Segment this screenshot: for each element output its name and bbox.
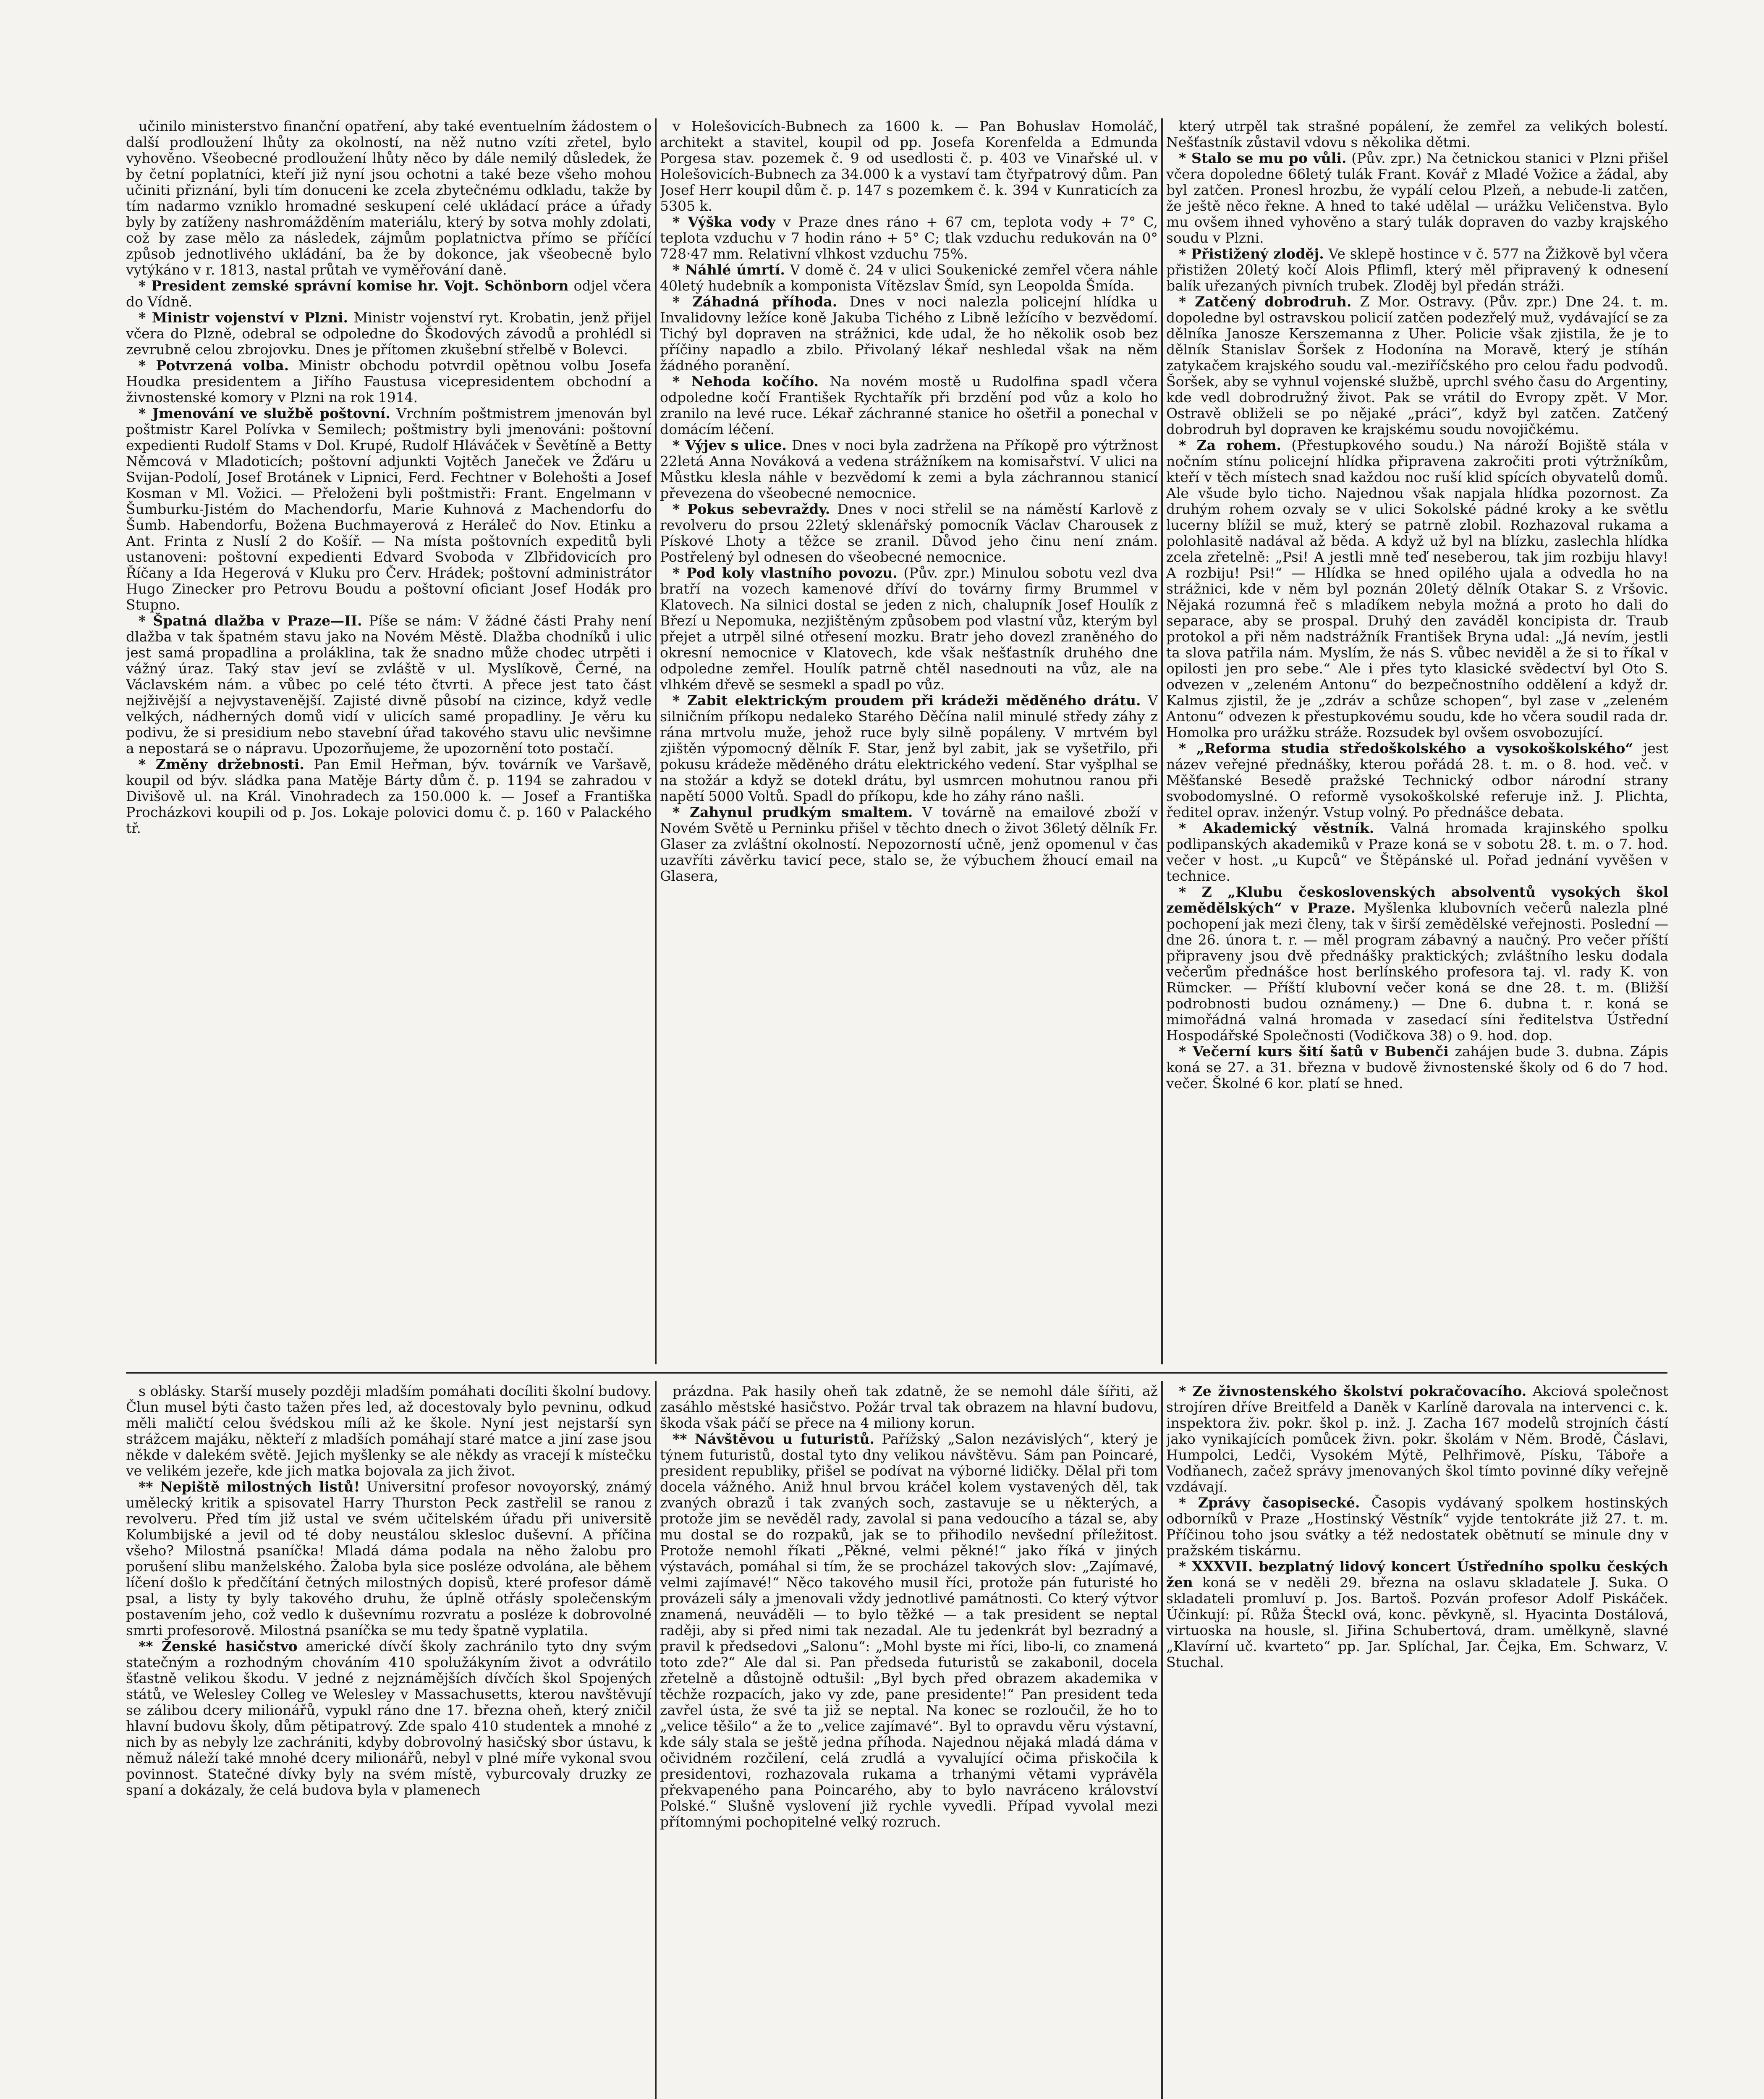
column-divider [1161,118,1163,1364]
article-text: Pan Emil Heřman, býv. továrník ve Varšavě, koupil od býv. sládka pana Matěje Bárty dům č. p. 1194 se zahradou v Divišově ul. na Král. Vinohradech za 150.000 k. — Josef a Františka Procházkovi koupili od p. Jos. Lokaje polovici domu č. p. 160 v Palackého tř. [126,756,652,836]
article-paragraph [1166,1559,1668,1670]
column-1-lower [126,1383,652,2099]
article-heading: * Zabit elektrickým proudem při krádeži měděného drátu. [673,692,1141,709]
article-paragraph [1166,150,1668,246]
article-text: Píše se nám: V žádné části Prahy není dlažba v tak špatném stavu jako na Novém Městě. Dlažba chodníků i ulic jest samá propadlina a proláklina, tak že snadno může chodec utrpěti i vážný úraz. Taký stav jeví se zvláště v ul. Myslíkově, Černé, na Václavském nám. a vůbec po celé této čtvrti. A přece jest tato část nejživější a nejvystavenější. Zajisté divně působí na cizince, když vedle velkých, nádherných domů vidí v ulicích samé propadliny. Je věru ku podivu, že si presidium nebo stavební úřad takového stavu ulic nevšimne a nepostará se o nápravu. Upozorňujeme, že upozornění toto postačí. [126,612,652,756]
article-paragraph [1166,884,1668,1044]
article-heading: * Z „Klubu československých absolventů vysokých škol zemědělských“ v Praze. [1166,884,1668,916]
article-text: Valná hromada krajinského spolku podlipanských akademiků v Praze koná se v sobotu 28. t. m. o 7. hod. večer v host. „u Kupců“ ve Štěpánské ul. Pořad jednání vyvěšen v technice. [1166,820,1668,884]
article-heading: * Zatčený dobrodruh. [1179,293,1352,310]
article-heading: * Záhadná příhoda. [673,293,838,310]
article-text: jest název veřejné přednášky, kterou pořádá 28. t. m. o 8. hod. več. v Měšťanské Besedě pražské Technický odbor národní strany svobodomyslné. O reformě vysokoškolské referuje inž. J. Plichta, ředitel oprav. inženýr. Vstup volný. Po přednášce debata. [1166,740,1668,820]
article-paragraph [1166,1383,1668,1495]
article-paragraph [1166,1495,1668,1559]
article-heading: * Pokus sebevraždy. [673,501,830,517]
article-heading: ** Návštěvou u futuristů. [673,1431,875,1447]
article-heading: * Nehoda kočího. [673,373,819,390]
article-paragraph [126,358,652,406]
article-text: učinilo ministerstvo finanční opatření, aby také eventuelním žádostem o další prodloužení lhůty za okolností, na něž nutno vzíti zřetel, bylo vyhověno. Všeobecné prodloužení lhůty něco by dále nemilý důsledek, že by četní poplatníci, kteří již nyní jsou ochotni a také beze všeho mohou učiniti přiznání, byli tím donuceni ke zcela zbytečnému odkladu, takže by tím nadarmo vzniklo hromadné seskupení celé ukládací práce a úřady byly by zatíženy nashromážděním materiálu, který by sotva mohly zdolati, což by zase mělo za následek, zájmům poplatnictva přímo se příčící způsob jednotlivého ukládání, ba že by dokonce, jak všeobecně bylo vytýkáno v r. 1813, nastal průtah ve vyměřování daně. [126,118,652,278]
article-text: Myšlenka klubovních večerů nalezla plné pochopení jak mezi členy, tak v širší zemědělské veřejnosti. Poslední — dne 26. února t. r. — měl program zábavný a naučný. Pro večer příští připraveny jsou dvě přednášky praktických; zvláštního lesku dodala večerům přednášce host berlínského profesora taj. vl. rady K. von Rümcker. — Příští klubovní večer koná se dne 28. t. m. (Bližší podrobnosti budou oznámeny.) — Dne 6. dubna t. r. koná se mimořádná valná hromada v zasedací síni ředitelstva Ústřední Hospodářské Společnosti (Vodičkova 38) o 9. hod. dop. [1166,900,1668,1044]
article-paragraph [660,294,1158,374]
article-paragraph [126,310,652,358]
article-heading: * Akademický věstník. [1179,820,1374,836]
article-heading: * Zahynul prudkým smaltem. [673,804,913,820]
article-heading: * Ze živnostenského školství pokračovacího. [1179,1383,1527,1399]
article-heading: * XXXVII. bezplatný lidový koncert Ústředního spolku českých žen [1166,1558,1668,1591]
article-paragraph [1166,741,1668,820]
article-paragraph [1166,437,1668,741]
article-paragraph [1166,820,1668,884]
article-paragraph [1166,1044,1668,1091]
article-text: zahájen bude 3. dubna. Zápis koná se 27. a 31. března v budově živnostenské školy od 6 do 7 hod. večer. Školné 6 kor. platí se hned. [1166,1043,1668,1091]
article-text: koná se v neděli 29. března na oslavu skladatele J. Suka. O skladateli promluví p. Jos. Bartoš. Pozván profesor Adolf Piskáček. Účinkují: pí. Růža Šteckl ová, konc. pěvkyně, sl. Hyacinta Dostálová, virtuoska na housle, sl. Jiřina Schubertová, dram. umělkyně, slavné „Klavírní uč. kvarteto“ pp. Jar. Splíchal, Jar. Čejka, Em. Schwarz, V. Stuchal. [1166,1574,1668,1670]
article-heading: * Stalo se mu po vůli. [1179,150,1347,166]
article-text: v Holešovicích-Bubnech za 1600 k. — Pan Bohuslav Homoláč, architekt a stavitel, koupil od pp. Josefa Korenfelda a Edmunda Porgesa stav. pozemek č. 9 od usedlosti č. p. 403 ve Vinařské ul. v Holešovicích-Bubnech za 34.000 k a vystaví tam čtyřpatrový dům. Pan Josef Herr koupil dům č. p. 147 s pozemkem č. k. 394 v Kunraticích za 5305 k. [660,118,1158,214]
section-divider [126,1372,1667,1374]
article-paragraph [660,501,1158,565]
article-text: který utrpěl tak strašné popálení, že zemřel za velikých bolestí. Nešťastník zůstavil vdovu s několika dětmi. [1166,118,1668,150]
article-heading: * Výjev s ulice. [673,437,787,453]
article-text: (Pův. zpr.) Na četnickou stanici v Plzni přišel včera dopoledne 66letý tulák Frant. Kovář z Mladé Vožice a žádal, aby byl zatčen. Pronesl hrozbu, že vypálí celou Plzeň, a nebude-li zatčen, že ještě něco řekne. A hned to také udělal — urážku Veličenstva. Bylo mu ovšem ihned vyhověno a starý tulák dopraven do vazby krajského soudu v Plzni. [1166,150,1668,246]
article-paragraph [660,804,1158,884]
article-text: Pařížský „Salon nezávislých“, který je týnem futuristů, dostal tyto dny velikou návštěvu. Sám pan Poincaré, president republiky, přišel se podívat na výborné lidičky. Dělal při tom docela vážného. Aniž hnul brvou kráčel kolem vystavených děl, tak zvaných obrazů i tak zvaných soch, zastavuje se u některých, a protože jim se nevěděl rady, zavolal si pana vedoucího a tázal se, aby mu dostal se do rozpaků, jak se to přihodilo nevšední příležitost. Protože nemohl říkati „Pěkné, velmi pěkné!“ jako říká v jiných výstavách, pomáhal si tím, že se procházel takových slov: „Zajímavé, velmi zajímavé!“ Něco takového musil říci, protože pán futuristé ho provázeli sály a jmenovali vždy jednotlivé památnosti. Co který výtvor znamená, neuváděli — to bylo těžké — a tak president se neptal raději, aby si před nimi tak nezadal. Ale tu jedenkrát byl bezradný a pravil k předsedovi „Salonu“: „Mohl byste mi říci, libo-li, co znamená toto zde?“ Ale dal si. Pan předseda futuristů se zakabonil, docela zřetelně a důstojně odtušil: „Byl bych před obrazem akademika v těchže rozpacích, jako vy zde, pane presidente!“ Pan president teda zavřel ústa, že své ta již se neptal. Na konec se rozloučil, že ho to „velice těšilo“ a že to „velice zajímavé“. Byl to opravdu věru výstavní, kde sály stala se ještě jedna příhoda. Najednou nějaká mladá dáma v očividném rozčilení, celá zrudlá a vyvalující očima přiskočila k presidentovi, rozhazovala rukama a trhanými větami vyprávěla překvapeného pana Poincarého, aby to bylo navráceno království Polské.“ Slušně vyslovení již rychle vyvedli. Případ vyvolal mezi přítomnými pochopitelné velký rozruch. [660,1431,1158,1830]
article-text: V domě č. 24 v ulici Soukenické zemřel včera náhle 40letý hudebník a komponista Vítězslav Šmíd, syn Leopolda Šmída. [660,262,1158,294]
article-paragraph [660,565,1158,693]
article-heading: * Přistižený zloděj. [1179,246,1324,262]
column-3-upper [1166,118,1668,1364]
article-heading: * Pod koly vlastního povozu. [673,565,898,581]
article-text: Vrchním poštmistrem jmenován byl poštmistr Karel Polívka v Semilech; poštmistry byli jmenováni: poštovní expedienti Rudolf Stams v Dol. Krupé, Rudolf Hláváček v Ševětíně a Betty Němcová v Mladoticích; poštovní adjunkti Vojtěch Janeček ve Žďáru u Svijan-Podolí, Josef Brotánek v Lipnici, Ferd. Fechtner v Bolehošti a Josef Kosman v Ml. Vožici. — Přeloženi byli poštmistři: Frant. Engelmann v Šumburku-Jistém do Machendorfu, Marie Kuhnová z Machendorfu do Šumb. Habendorfu, Božena Buchmayerová z Heráleč do Nov. Etinku a Ant. Frinta z Nuslí 2 do Košíř. — Na místa poštovních expeditů byli ustanoveni: poštovní expedienti Edvard Svoboda v Zlbřidovicích pro Říčany a Ida Hegerová v Kluku pro Červ. Hrádek; poštovní administrátor Hugo Zinecker pro Petrovu Boudu a poštovní oficiant Josef Hodák pro Stupno. [126,405,652,613]
article-paragraph [126,1479,652,1638]
article-heading: * Potvrzená volba. [139,357,289,374]
article-heading: * Výška vody [673,214,776,230]
article-paragraph [126,278,652,310]
column-divider [1161,1381,1163,2099]
article-text: Dnes v noci nalezla policejní hlídka u Invalidovny ležíce koně Jakuba Tichého z Libně ležícího v bezvědomí. Tichý byl dopraven na strážnici, kde udal, že ho několik osob bez příčiny napadlo a zbilo. Přivolaný lékař neshledal však na něm žádného poranění. [660,293,1158,374]
article-text: s oblásky. Starší musely později mladším pomáhati docíliti školní budovy. Člun musel býti často tažen přes led, až docestovaly bylo pevninu, odkud měli maličtí celou švédskou míli až ke škole. Nyní jest nejstarší syn strážcem majáku, někteří z mladších pomáhají staré matce a jiní zase jsou někde v dalekém světě. Jejich myšlenky se ale někdy as vracejí k místečku ve velikém jezeře, kde jich matka bojovala za jich život. [126,1383,652,1479]
article-text: americké dívčí školy zachránilo tyto dny svým statečným a rozhodným chováním 410 spolužákyním život a odvrátilo šťastně velikou škodu. V jedné z nejznámějších dívčích škol Spojených států, ve Welesley Colleg ve Welesley v Massachusetts, kterou navštěvují se zálibou dcery milionářů, vypukl ráno dne 17. března oheň, který zničil hlavní budovu školy, dům pětipatrový. Zde spalo 410 studentek a mnohé z nich by as nebyly lze zachrániti, kdyby dobrovolný hasičský sbor ústavu, k němuž náleží také mnohé dcery milionářů, nebyl v plné míře vykonal svou povinnost. Statečné dívky byly na svém místě, vyburcovaly druzky ze spaní a dokázaly, že celá budova byla v plamenech [126,1638,652,1798]
article-paragraph [660,437,1158,501]
article-text: prázdna. Pak hasily oheň tak zdatně, že se nemohl dále šířiti, až zasáhlo městské hasičstvo. Požár trval tak obrazem na hlavní budovu, škoda však páčí se přece na 4 miliony korun. [660,1383,1158,1431]
column-divider [655,118,657,1364]
article-paragraph [660,214,1158,262]
article-text: Ve sklepě hostince v č. 577 na Žižkově byl včera přistižen 20letý kočí Alois Pflimfl, který měl připravený k odnesení balík uřezaných pivních trubek. Zloděj byl předán stráži. [1166,246,1668,294]
article-paragraph [126,406,652,613]
article-text: Z Mor. Ostravy. (Pův. zpr.) Dne 24. t. m. dopoledne byl ostravskou policií zatčen podezřelý muž, vydávající se za dělníka Janosze Kerszemanna z Uher. Policie však zjistila, že je to dělník Stanislav Šoršek z Hodonína na Moravě, který je stíhán zatykačem krajského soudu val.-meziříčského pro celou řadu podvodů. Šoršek, aby se vyhnul vojenské službě, uprchl svého času do Argentiny, kde vedl dobrodružný život. Pak se vrátil do Evropy zpět. V Mor. Ostravě obliželi se po nějaké „práci“, když byl zatčen. Zatčený dobrodruh byl dopraven ke krajskému soudu novojičkému. [1166,293,1668,437]
article-text: (Pův. zpr.) Minulou sobotu vezl dva bratří na vozech kamenové dříví do továrny firmy Brummel v Klatovech. Na silnici dostal se jeden z nich, chalupník Josef Houlík z Březí u Nepomuka, nezjištěným způsobem pod vlastní vůz, kterým byl přejet a utrpěl silné otřesení mozku. Bratr jeho dovezl zraněného do okresní nemocnice v Klatovech, kde však nešťastník druhého dne odpoledne zemřel. Houlík patrně chtěl nasednouti na vůz, ale na vlhkém dřevě se sesmekl a spadl po vůz. [660,565,1158,693]
article-paragraph [1166,118,1668,150]
article-paragraph [126,1383,652,1479]
article-text: odjel včera do Vídně. [126,277,652,310]
article-paragraph [660,1431,1158,1830]
article-paragraph [660,693,1158,804]
article-heading: * President zemské správní komise hr. Vojt. Schönborn [139,277,569,294]
article-paragraph [126,756,652,836]
article-text: v Praze dnes ráno + 67 cm, teplota vody + 7° C, teplota vzduchu v 7 hodin ráno + 5° C; tlak vzduchu redukován na 0° 728·47 mm. Relativní vlhkost vzduchu 75%. [660,214,1158,262]
article-text: Akciová společnost strojíren dříve Breitfeld a Daněk v Karlíně darovala na intervenci c. k. inspektora živ. pokr. škol p. inž. J. Zacha 167 modelů strojních částí jako vynikajících pomůcek živn. pokr. školám v Něm. Brodě, Čáslavi, Humpolci, Ledči, Vysokém Mýtě, Pelhřimově, Písku, Táboře a Vodňanech, začež správy jmenovaných škol tímto povinné díky veřejně vzdávají. [1166,1383,1668,1495]
article-heading: * Večerní kurs šití šatů v Bubenči [1179,1043,1449,1060]
article-text: Universitní profesor novoyorský, známý umělecký kritik a spisovatel Harry Thurston Peck zastřelil se ranou z revolveru. Před tím již ustal ve svém učitelském úřadu při universitě Kolumbijské a jevil od té doby neustálou sklesloс duševní. A příčina všeho? Milostná psaníčka! Mladá dáma podala na něho žalobu pro porušení slibu manželského. Žaloba byla sice posléze odvolána, ale během líčení došlo k předčítání četných milostných dopisů, které profesor dámě psal, a listy ty byly takového druhu, že úplně otřásly společenským postavením jeho, což vedlo k duševnímu rozvratu a posléze k dobrovolné smrti profesorově. Milostná psaníčka se mu tedy špatně vyplatila. [126,1479,652,1638]
column-3-lower [1166,1383,1668,2099]
article-paragraph [1166,294,1668,437]
article-text: Dnes v noci střelil se na náměstí Karlově z revolveru do prsou 22letý sklenářský pomocník Václav Charousek z Pískové Lhoty a těžce se zranil. Důvod jeho činu není znám. Postřelený byl odnesen do všeobecné nemocnice. [660,501,1158,565]
column-2-lower [660,1383,1158,2099]
article-paragraph [660,374,1158,437]
article-text: V silničním příkopu nedaleko Starého Děčína nalil minulé středy záhy z rána mrtvolu muže, jehož ruce byly silně popáleny. V mrtvém byl zjištěn výpomocný dělník F. Star, jenž byl zabit, jak se vyšetřilo, při pokusu krádeže měděného drátu elektrického vedení. Star vyšplhal se na stožár a když se dotekl drátu, byl usmrcen mohutnou ranou při napětí 5000 Voltů. Spadl do příkopu, kde ho záhy ráno našli. [660,692,1158,804]
article-heading: * Náhlé úmrtí. [673,262,785,278]
article-heading: * Špatná dlažba v Praze—II. [139,612,362,629]
column-divider [655,1381,657,2099]
article-heading: * Jmenování ve službě poštovní. [139,405,390,421]
article-paragraph [1166,246,1668,294]
article-paragraph [660,1383,1158,1431]
article-text: V továrně na emailové zboží v Novém Světě u Perninku přišel v těchto dnech o život 36letý dělník Fr. Glaser za zvláštní okolností. Nepozorností učně, jenž opomenul v čas uzavříti závěrku tavicí pece, stalo se, že výbuchem žhoucí email na Glasera, [660,804,1158,884]
article-text: Ministr vojenství ryt. Krobatin, jenž přijel včera do Plzně, odebral se odpoledne do Škodových závodů a prohlédl si zevrubně celou zbrojovku. Dnes je přítomen zkušební střelbě v Bolevci. [126,309,652,358]
article-paragraph [660,262,1158,294]
article-paragraph [126,118,652,278]
article-text: Ministr obchodu potvrdil opětnou volbu Josefa Houdka presidentem a Jiřího Faustusa vicepresidentem obchodní a živnostenské komory v Plzni na rok 1914. [126,357,652,406]
article-text: Časopis vydávaný spolkem hostinských odborníků v Praze „Hostinský Věstník“ vyjde tentokráte již 27. t. m. Příčinou toho jsou svátky a též nedostatek obětnutí se minule dny v pražském tiskárnu. [1166,1494,1668,1559]
article-text: (Přestupkového soudu.) Na nároží Bojiště stála v nočním stínu policejní hlídka připravena zakročiti proti výtržníkům, kteří v těch místech snad každou noc ruší klid spících obyvatelů domů. Ale všude bylo ticho. Najednou však napjala hlídka pozornost. Za druhým rohem ozvaly se v ulici Sokolské pádné kroky a ke světlu lucerny blížil se muž, který se patrně zlobil. Rozhazoval rukama a polohlasitě nadával až běda. A když už byl na blízku, zaslechla hlídka zcela zřetelně: „Psi! A jestli mně teď neseberou, tak jim rozbiju hlavy! A rozbiju! Psi!“ — Hlídka se hned opilého ujala a odvedla ho na strážnici, kde v něm byl poznán 20letý dělník Otakar S. z Vršovic. Nějaká rozumná řeč s mladíkem nebyla možná a proto ho dali do separace, aby se prospal. Druhý den zaváděl koncipista dr. Traub protokol a při něm nadstrážník František Bryna udal: „Já nevím, jestli ta slova patřila nám. Myslím, že nás S. vůbec neviděl a že si to říkal v opilosti jen pro sebe.“ Ale i přes tyto klasické svědectví byl Oto S. odvezen v „zeleném Antonu“ do bezpečnostního oddělení a když dr. Kalmus zjistil, že je „zdráv a schůze schopen“, byl zase v „zeleném Antonu“ odvezen k přestupkovému soudu, kde ho včera soudil rada dr. Homolka pro urážku stráže. Rozsudek byl ovšem osvobozující. [1166,437,1668,741]
column-2-upper [660,118,1158,1364]
article-heading: * Ministr vojenství v Plzni. [139,309,348,326]
column-1-upper [126,118,652,1364]
article-heading: * Za rohem. [1179,437,1281,453]
article-text: Dnes v noci byla zadržena na Příkopě pro výtržnost 22letá Anna Nováková a vedena strážníkem na komisařství. V ulici na Můstku klesla náhle v bezvědomí k zemi a byla záchrannou stanicí převezena do všeobecné nemocnice. [660,437,1158,501]
article-heading: ** Nepiště milostných listů! [139,1479,360,1495]
article-text: Na novém mostě u Rudolfina spadl včera odpoledne kočí František Rychtařík při brzdění pod vůz a kolo ho zranilo na levé ruce. Lékař záchranné stanice ho ošetřil a ponechal v domácím léčení. [660,373,1158,437]
article-paragraph [126,1638,652,1798]
article-heading: * „Reforma studia středoškolského a vysokoškolského“ [1179,740,1633,756]
article-paragraph [126,613,652,756]
article-heading: ** Ženské hasičstvo [139,1638,298,1654]
article-paragraph [660,118,1158,214]
article-heading: * Zprávy časopisecké. [1179,1494,1360,1511]
article-heading: * Změny držebnosti. [139,756,304,772]
